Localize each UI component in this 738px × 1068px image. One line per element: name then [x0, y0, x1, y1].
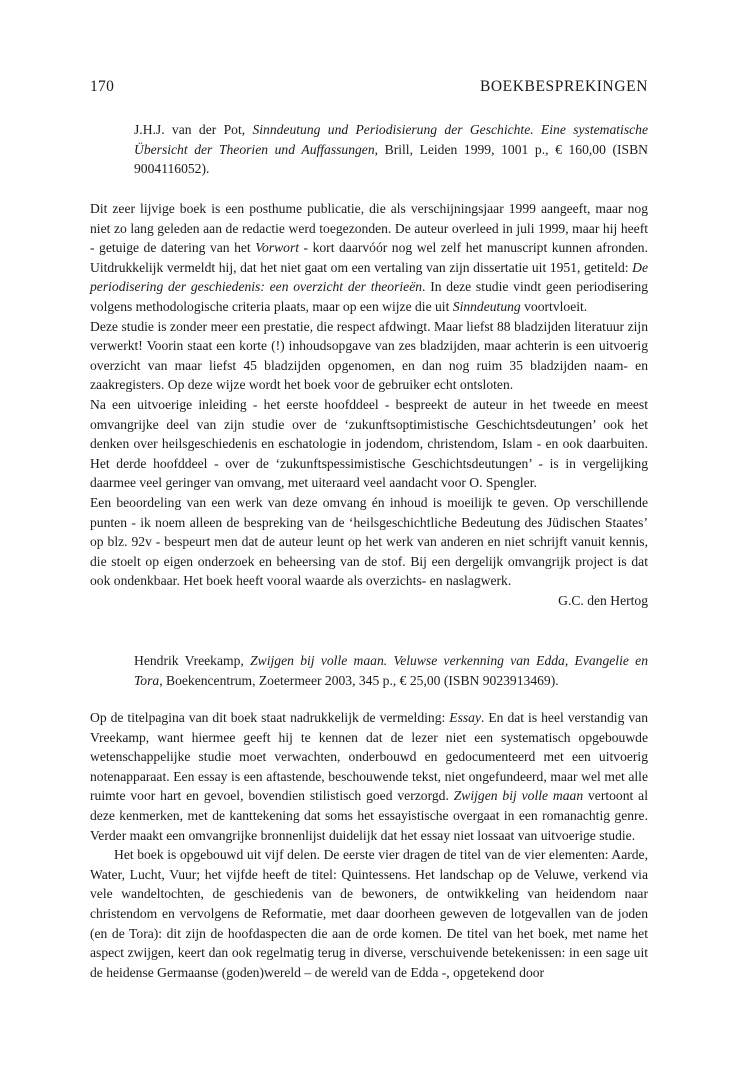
review-1-paragraph-2: Deze studie is zonder meer een prestatie, die respect afdwingt. Maar liefst 88 bladzijden literatuur zijn verwerkt! Voorin staat een korte (!) inhoudsopgave van zes bladzijden, maar achterin is een uitvoerig overzicht van maar liefst 45 bladzijden opgenomen, en dan nog ruim 35 bladzijden naam- en zaakregisters. Op deze wijze wordt het boek voor de gebruiker echt ontsloten.	[90, 318, 648, 393]
text-run: . In deze studie vindt geen periodisering volgens methodologische criteria plaats, maar op een wijze die uit	[90, 279, 648, 314]
review-2-paragraph-1	[90, 708, 648, 845]
text-run: Op de titelpagina van dit boek staat nadrukkelijk de vermelding:	[90, 710, 450, 725]
citation-details: , Boekencentrum, Zoetermeer 2003, 345 p., € 25,00 (ISBN 9023913469).	[159, 672, 559, 688]
review-2-citation	[134, 651, 648, 690]
text-run: . En dat is heel verstandig van Vreekamp, want hiermee geeft hij te kennen dat de lezer niet een systematisch opgebouwde wetenschappelijke studie moet verwachten, onderbouwd en gedocumenteerd met een uitvoerig notenapparaat. Een essay is een aftastende, beschouwende tekst, niet ongefundeerd, maar wel met alle ruimte voor hart en gevoel, bovendien stilistisch goed verzorgd.	[90, 710, 648, 804]
text-run: Essay	[449, 710, 481, 725]
review-1-paragraph-1	[90, 199, 648, 317]
text-run: voortvloeit.	[520, 298, 588, 314]
section-title: BOEKBESPREKINGEN	[479, 78, 648, 95]
review-1-signature: G.C. den Hertog	[558, 592, 648, 608]
review-2-paragraph-2: Het boek is opgebouwd uit vijf delen. De eerste vier dragen de titel van de vier elementen: Aarde, Water, Lucht, Vuur; het vijfde heeft de titel: Quintessens. Het landschap op de Veluwe, verkend via vele wandeltochten, de geschiedenis van de bewoners, de ontwikkeling van heidendom naar christendom en vervolgens de Reformatie, met daar doorheen geweven de lotgevallen van de joden (en de Tora): dit zijn de hoofdaspecten die aan de orde komen. De titel van het boek, met name het aspect zwijgen, keert dan ook regelmatig terug in diverse, verschuivende betekenissen: in een sage uit de heidense Germaanse (goden)wereld – de wereld van de Edda -, opgetekend door	[90, 847, 648, 980]
review-1-paragraph-3: Na een uitvoerige inleiding - het eerste hoofddeel - bespreekt de auteur in het tweede en meest omvangrijke deel van zijn studie over de ‘zukunftsoptimistische Geschichtsdeutungen’ ook het denken over heilsgeschiedenis en eschatologie in jodendom, christendom, Islam - en ook daarbuiten. Het derde hoofddeel - over de ‘zukunftspessimistische Geschichtsdeutungen’ - is in vergelijking daarmee veel geringer van omvang, met uiteraard veel aandacht voor O. Spengler.	[90, 396, 648, 491]
citation-details: , Brill, Leiden 1999, 1001 p., € 160,00 (ISBN 9004116052).	[134, 141, 648, 177]
text-run: - kort daarvóór nog wel zelf het manuscript kunnen afronden. Uitdrukkelijk vermeldt hij, dat het niet gaat om een vertaling van zijn dissertatie uit 1951, getiteld:	[90, 240, 648, 275]
text-run: Zwijgen bij volle maan	[453, 788, 584, 804]
citation-author: J.H.J. van der Pot,	[134, 122, 253, 137]
citation-title: Zwijgen bij volle maan. Veluwse verkenning van Edda, Evangelie en Tora	[134, 653, 648, 688]
text-run: Dit zeer lijvige boek is een posthume publicatie, die als verschijningsjaar 1999 aangeeft, maar nog niet zo lang geleden aan de redactie werd toegezonden. De auteur overleed in juli 1999, maar hij heeft - getuige de datering van het	[90, 201, 648, 256]
review-1-paragraph-4: Een beoordeling van een werk van deze omvang én inhoud is moeilijk te geven. Op verschillende punten - ik noem alleen de bespreking van de ‘heilsgeschichtliche Bedeutung des Jüdischen Staates’ op blz. 92v - bespeurt men dat de auteur leunt op het werk van anderen en niet schrijft vanuit kennis, die stoelt op eigen onderzoek en beheersing van de stof. Bij een dergelijk omvangrijk project is dat ook ondenkbaar. Het boek heeft vooral waarde als overzichts- en naslagwerk.	[90, 494, 648, 589]
text-run: Sinndeutung	[452, 298, 521, 314]
page-number: 170	[90, 78, 115, 95]
review-1	[90, 120, 648, 179]
review-1-citation	[134, 120, 648, 179]
text-run: De periodisering der geschiedenis: een overzicht der theorieën	[90, 259, 648, 295]
citation-author: Hendrik Vreekamp,	[134, 653, 251, 668]
review-2	[90, 651, 648, 690]
review-2-body	[90, 708, 648, 982]
citation-title: Sinndeutung und Periodisierung der Geschichte. Eine systematische Übersicht der Theorien und Auffassungen	[134, 122, 648, 157]
text-run: Vorwort	[255, 240, 300, 256]
review-1-body	[90, 199, 648, 610]
running-header	[90, 78, 648, 96]
text-run: vertoont al deze kenmerken, met de kanttekening dat soms het essayistische overgaat in een romanachtig genre. Verder maakt een omvangrijke bronnenlijst duidelijk dat het essay niet lossaat van uitvoerige studie.	[90, 788, 648, 843]
